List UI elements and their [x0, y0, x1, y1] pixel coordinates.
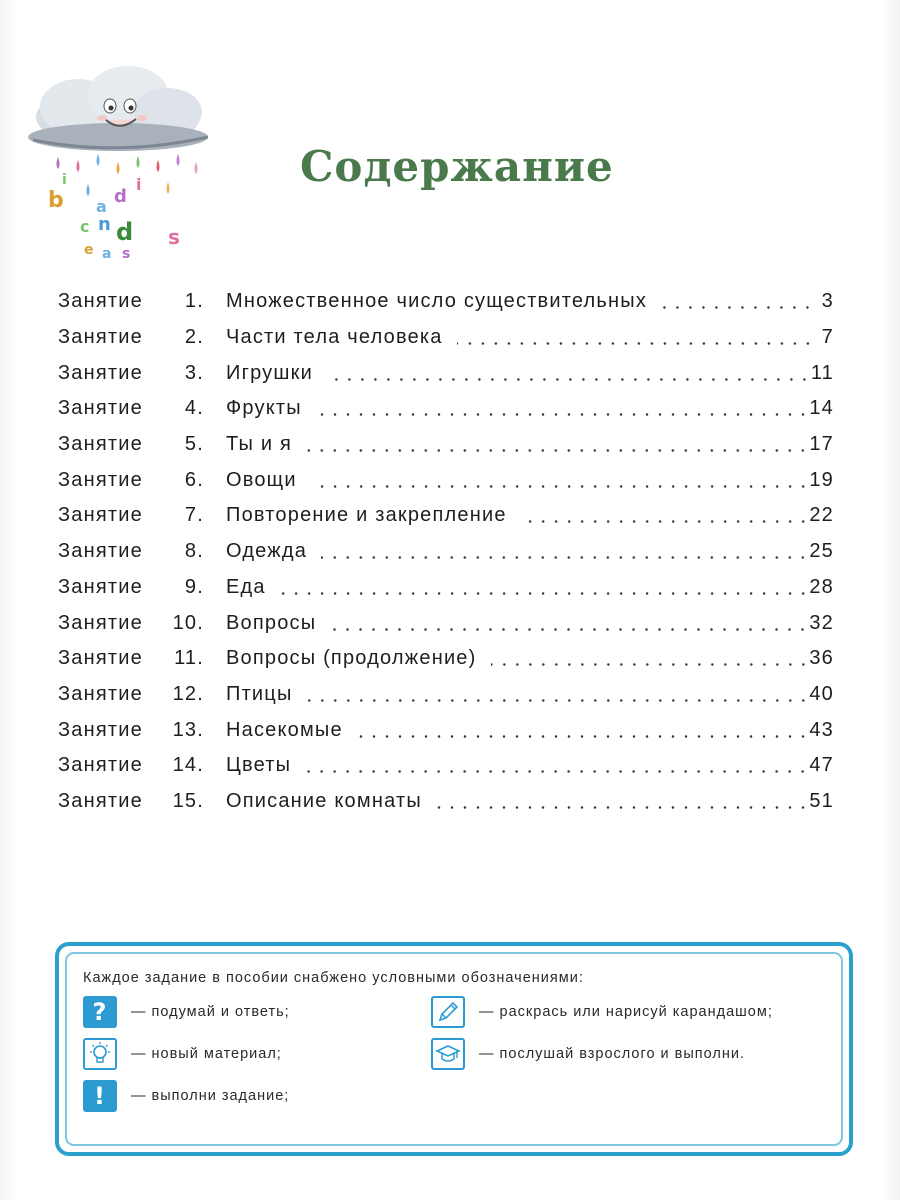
letter-d2: d — [116, 218, 134, 246]
letter-s2: s — [122, 246, 131, 262]
toc-topic: Насекомые — [226, 719, 357, 742]
toc-row — [58, 677, 834, 713]
legend-item-listen — [431, 1038, 745, 1070]
toc-label: Занятие — [58, 575, 143, 598]
toc-page-number: 3 — [821, 290, 834, 313]
letter-a: a — [96, 197, 107, 216]
toc-number: 5. — [184, 433, 204, 456]
toc-leader-dots — [306, 449, 809, 452]
toc-row — [58, 712, 834, 748]
toc-topic: Овощи — [226, 469, 311, 492]
toc-leader-dots — [661, 306, 814, 309]
letter-i: i — [62, 172, 67, 188]
toc-label: Занятие — [58, 718, 143, 741]
toc-leader-dots — [307, 699, 810, 702]
table-of-contents — [58, 284, 834, 819]
graduation-cap-icon — [431, 1038, 465, 1070]
toc-page-number: 7 — [821, 326, 834, 349]
legend-item-color — [431, 996, 773, 1028]
toc-topic: Одежда — [226, 540, 321, 563]
toc-leader-dots — [321, 556, 809, 559]
page-title: Содержание — [300, 142, 614, 191]
toc-leader-dots — [330, 628, 809, 631]
letter-n: n — [98, 214, 111, 235]
toc-row — [58, 355, 834, 391]
toc-number: 1. — [184, 290, 204, 313]
letter-e: e — [84, 242, 94, 258]
toc-row — [58, 427, 834, 463]
toc-number: 2. — [184, 326, 204, 349]
legend-box — [55, 942, 853, 1156]
toc-page-number: 47 — [809, 754, 834, 777]
rain-cloud-with-letters-icon — [18, 62, 218, 262]
toc-label: Занятие — [58, 433, 143, 456]
letter-a2: a — [102, 246, 112, 262]
toc-number: 15. — [172, 789, 204, 812]
toc-label: Занятие — [58, 504, 143, 527]
toc-row — [58, 641, 834, 677]
toc-label: Занятие — [58, 326, 143, 349]
toc-row — [58, 320, 834, 356]
toc-topic: Еда — [226, 576, 280, 599]
toc-leader-dots — [327, 378, 811, 381]
toc-topic: Описание комнаты — [226, 790, 436, 813]
toc-label: Занятие — [58, 361, 143, 384]
toc-row — [58, 534, 834, 570]
toc-topic: Множественное число существительных — [226, 290, 661, 313]
toc-number: 9. — [184, 575, 204, 598]
toc-topic: Ты и я — [226, 433, 306, 456]
toc-page-number: 17 — [809, 433, 834, 456]
toc-page-number: 11 — [810, 361, 834, 384]
toc-label: Занятие — [58, 789, 143, 812]
toc-label: Занятие — [58, 647, 143, 670]
toc-page-number: 22 — [809, 504, 834, 527]
legend-text: — выполни задание; — [131, 1088, 290, 1104]
toc-label: Занятие — [58, 540, 143, 563]
rain-drops — [57, 154, 198, 196]
toc-number: 7. — [184, 504, 204, 527]
toc-number: 3. — [184, 361, 204, 384]
toc-topic: Фрукты — [226, 397, 316, 420]
lightbulb-icon — [83, 1038, 117, 1070]
toc-label: Занятие — [58, 754, 143, 777]
toc-row — [58, 462, 834, 498]
toc-topic: Повторение и закрепление — [226, 504, 521, 527]
letter-c: c — [80, 217, 90, 236]
toc-topic: Части тела человека — [226, 326, 457, 349]
toc-label: Занятие — [58, 468, 143, 491]
legend-text: — послушай взрослого и выполни. — [479, 1046, 745, 1062]
legend-item-think — [83, 996, 290, 1028]
toc-topic: Вопросы (продолжение) — [226, 647, 491, 670]
legend-heading: Каждое задание в пособии снабжено условными обозначениями: — [83, 970, 584, 986]
toc-number: 13. — [172, 718, 204, 741]
toc-page-number: 36 — [809, 647, 834, 670]
toc-number: 10. — [172, 611, 204, 634]
toc-leader-dots — [280, 592, 810, 595]
toc-topic: Птицы — [226, 683, 307, 706]
toc-topic: Цветы — [226, 754, 305, 777]
rain-letters — [48, 172, 180, 262]
toc-topic: Игрушки — [226, 362, 327, 385]
toc-label: Занятие — [58, 397, 143, 420]
toc-leader-dots — [436, 806, 809, 809]
letter-d: d — [114, 186, 127, 207]
toc-row — [58, 284, 834, 320]
toc-page-number: 51 — [809, 789, 834, 812]
letter-s: s — [168, 225, 180, 249]
pencil-icon — [431, 996, 465, 1028]
cloud-body — [28, 66, 208, 151]
toc-row — [58, 498, 834, 534]
toc-page-number: 25 — [809, 540, 834, 563]
toc-label: Занятие — [58, 611, 143, 634]
legend-item-new-material — [83, 1038, 282, 1070]
toc-row — [58, 605, 834, 641]
legend-text: — подумай и ответь; — [131, 1004, 290, 1020]
toc-number: 8. — [184, 540, 204, 563]
toc-number: 11. — [174, 647, 204, 670]
toc-leader-dots — [491, 663, 810, 666]
legend-text: — раскрась или нарисуй карандашом; — [479, 1004, 773, 1020]
toc-number: 4. — [184, 397, 204, 420]
toc-leader-dots — [457, 342, 814, 345]
toc-page-number: 19 — [809, 468, 834, 491]
toc-label: Занятие — [58, 682, 143, 705]
toc-row — [58, 570, 834, 606]
legend-item-do-task — [83, 1080, 289, 1112]
toc-row — [58, 784, 834, 820]
letter-b: b — [48, 188, 64, 213]
toc-page-number: 40 — [809, 682, 834, 705]
toc-page-number: 28 — [809, 575, 834, 598]
toc-leader-dots — [305, 770, 809, 773]
toc-topic: Вопросы — [226, 612, 330, 635]
toc-number: 6. — [184, 468, 204, 491]
toc-page-number: 14 — [809, 397, 834, 420]
toc-leader-dots — [357, 735, 810, 738]
toc-number: 12. — [172, 682, 204, 705]
toc-number: 14. — [172, 754, 204, 777]
legend-text: — новый материал; — [131, 1046, 282, 1062]
toc-leader-dots — [521, 520, 810, 523]
exclamation-icon: ! — [83, 1080, 117, 1112]
toc-label: Занятие — [58, 290, 143, 313]
question-mark-icon: ? — [83, 996, 117, 1028]
toc-row — [58, 391, 834, 427]
toc-leader-dots — [311, 485, 810, 488]
toc-page-number: 43 — [809, 718, 834, 741]
toc-leader-dots — [316, 413, 810, 416]
toc-page-number: 32 — [809, 611, 834, 634]
letter-i2: i — [136, 175, 142, 194]
toc-row — [58, 748, 834, 784]
